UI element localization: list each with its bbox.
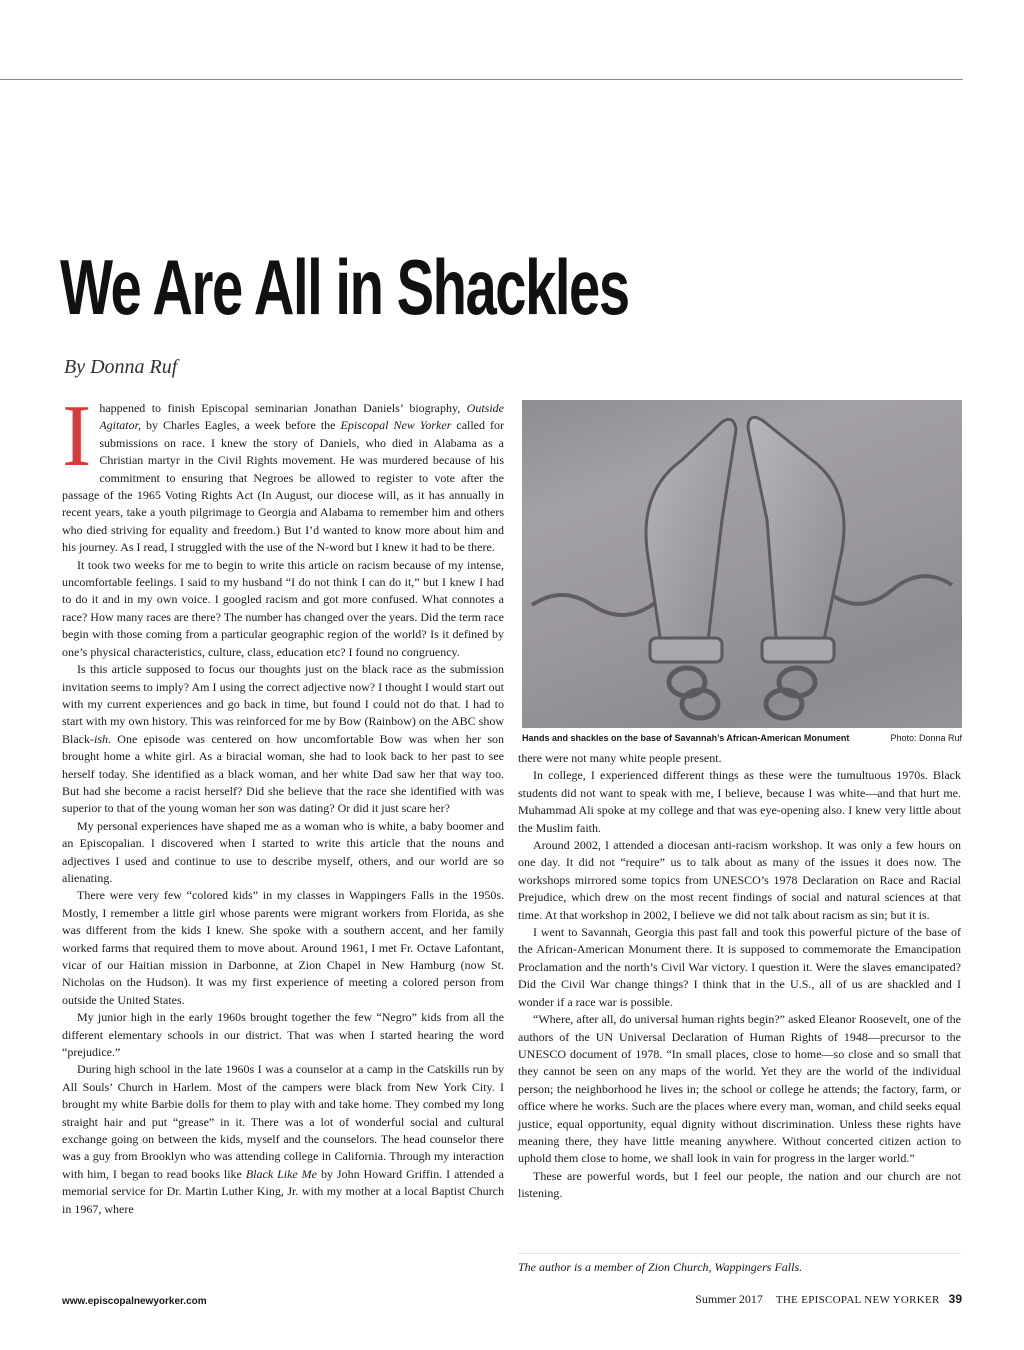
page-number: 39 xyxy=(948,1292,962,1306)
paragraph: These are powerful words, but I feel our people, the nation and our church are not listening. xyxy=(518,1168,961,1201)
issue-date: Summer 2017 xyxy=(695,1292,763,1306)
footer-url[interactable]: www.episcopalnewyorker.com xyxy=(62,1296,207,1307)
left-column xyxy=(62,388,504,1218)
paragraph: I went to Savannah, Georgia this past fall and took this powerful picture of the base of the African-American Monument there. It is supposed to commemorate the Emancipation Proclamation and the north’s Civil War victory. I question it. Were the slaves emancipated? Did the Civil War change things? I think that in the U.S., all of us are shackled and I wonder if a race war is possible. xyxy=(518,925,961,1009)
top-rule xyxy=(0,79,963,80)
byline: By Donna Ruf xyxy=(64,356,178,378)
publication-name: THE EPISCOPAL NEW YORKER xyxy=(775,1294,940,1306)
footer-info xyxy=(695,1292,962,1307)
paragraph: In college, I experienced different things as these were the tumultuous 1970s. Black students did not want to speak with me, I believe, because I was white—and that hurt me. Muhammad Ali spoke at my college and that was eye-opening also. I knew very little about the Muslim faith. xyxy=(518,768,961,835)
article-title: We Are All in Shackles xyxy=(60,243,629,331)
paragraph: My junior high in the early 1960s brought together the few “Negro” kids from all the different elementary schools in our district. That was when I started hearing the word “prejudice.” xyxy=(62,1010,504,1060)
paragraph: It took two weeks for me to begin to write this article on racism because of my intense, uncomfortable feelings. I said to my husband “I do not think I can do it,” but I knew I had to do it and in my own voice. I googled racism and got more confused. What connotes a race? How many races are there? The number has changed over the years. Did the term race begin with those coming from a particular geographic region of the world? Is it defined by one’s physical characteristics, culture, class, education etc? I found no congruency. xyxy=(62,557,504,659)
photo-caption xyxy=(522,732,962,744)
caption-text: Hands and shackles on the base of Savannah’s African-American Monument xyxy=(522,733,850,743)
right-column xyxy=(518,750,961,1203)
paragraph: Around 2002, I attended a diocesan anti-racism workshop. It was only a few hours on one day. It did not “require” us to talk about as many of the issues it does now. The workshops mirrored some topics from UNESCO’s 1978 Declaration on Race and Racial Prejudice, which drew on the most recent findings of social and natural sciences at that time. At that workshop in 2002, I believe we did not talk about racism as sin; but it is. xyxy=(518,838,961,922)
paragraph: there were not many white people present. xyxy=(518,751,722,765)
monument-photo xyxy=(522,400,962,728)
author-note-divider xyxy=(518,1253,961,1254)
paragraph: happened to finish Episcopal seminarian Jonathan Daniels’ biography, Outside Agitator, by Charles Eagles, a week before the Episcopal New Yorker called for submissions on race. I knew the story of Daniels, who died in Alabama as a Christian martyr in the Civil Rights movement. He was murdered because of his commitment to ensuring that Negroes be allowed to register to vote after the passage of the 1965 Voting Rights Act (In August, our diocese will, as it has annually in recent years, take a youth pilgrimage to Georgia and Alabama to remember him and others who died striving for equality and freedom.) But I’d wanted to know more about him and his journey. As I read, I struggled with the use of the N-word but I knew it had to be there. xyxy=(62,401,504,555)
paragraph: Is this article supposed to focus our thoughts just on the black race as the submission invitation seems to imply? Am I using the correct adjective now? I thought I would start out with my current experiences and go back in time, but found I could not do that. I had to start with my own history. This was reinforced for me by Bow (Rainbow) on the ABC show Black-ish. One episode was centered on how uncomfortable Bow was when her son brought home a white girl. As a biracial woman, she had to look back to her past to see herself today. She identified as a black woman, and her white Dad saw her that way too. But had she become a racist herself? Did she believe that the race she identified with was superior to that of the young woman her son was dating? Or did it just scare her? xyxy=(62,662,504,816)
photo-credit: Photo: Donna Ruf xyxy=(890,733,962,743)
paragraph: “Where, after all, do universal human rights begin?” asked Eleanor Roosevelt, one of the authors of the UN Universal Declaration of Human Rights of 1948—precursor to the UNESCO document of 1978. “In small places, close to home—so close and so small that they cannot be seen on any maps of the world. Yet they are the world of the individual person; the neighborhood he lives in; the school or college he attends; the factory, farm, or office where he works. Such are the places where every man, woman, and child seeks equal justice, equal opportunity, equal dignity without discrimination. Unless these rights have meaning there, they have little meaning anywhere. Without concerted citizen action to uphold them close to home, we shall look in vain for progress in the larger world.” xyxy=(518,1012,961,1166)
paragraph: There were very few “colored kids” in my classes in Wappingers Falls in the 1950s. Mostly, I remember a little girl whose parents were migrant workers from Florida, as she was different from the kids I knew. She spoke with a southern accent, and her family worked farms that required them to move about. Around 1961, I met Fr. Octave Lafontant, vicar of our Haitian mission in Darbonne, at Zion Chapel in New Hamburg (now St. Nicholas on the Hudson). It was my first experience of meeting a colored person from outside the United States. xyxy=(62,888,504,1007)
author-note: The author is a member of Zion Church, Wappingers Falls. xyxy=(518,1260,803,1274)
drop-cap: I xyxy=(62,388,92,485)
paragraph: During high school in the late 1960s I was a counselor at a camp in the Catskills run by All Souls’ Church in Harlem. Most of the campers were black from New York City. I brought my white Barbie dolls for them to play with and take home. They combed my long straight hair and put “grease” in it. There was a lot of wonderful social and cultural exchange going on between the kids, myself and the counselors. The head counselor there was a guy from Brooklyn who was attending college in California. Through my interaction with him, I began to read books like Black Like Me by John Howard Griffin. I attended a memorial service for Dr. Martin Luther King, Jr. with my mother at a local Baptist Church in 1967, where xyxy=(62,1062,504,1216)
paragraph: My personal experiences have shaped me as a woman who is white, a baby boomer and an Episcopalian. I discovered when I started to write this article that the nouns and adjectives I used and continue to use to describe myself, others, and our world are so alienating. xyxy=(62,818,504,885)
praying-hands-shackles-image xyxy=(522,400,962,728)
